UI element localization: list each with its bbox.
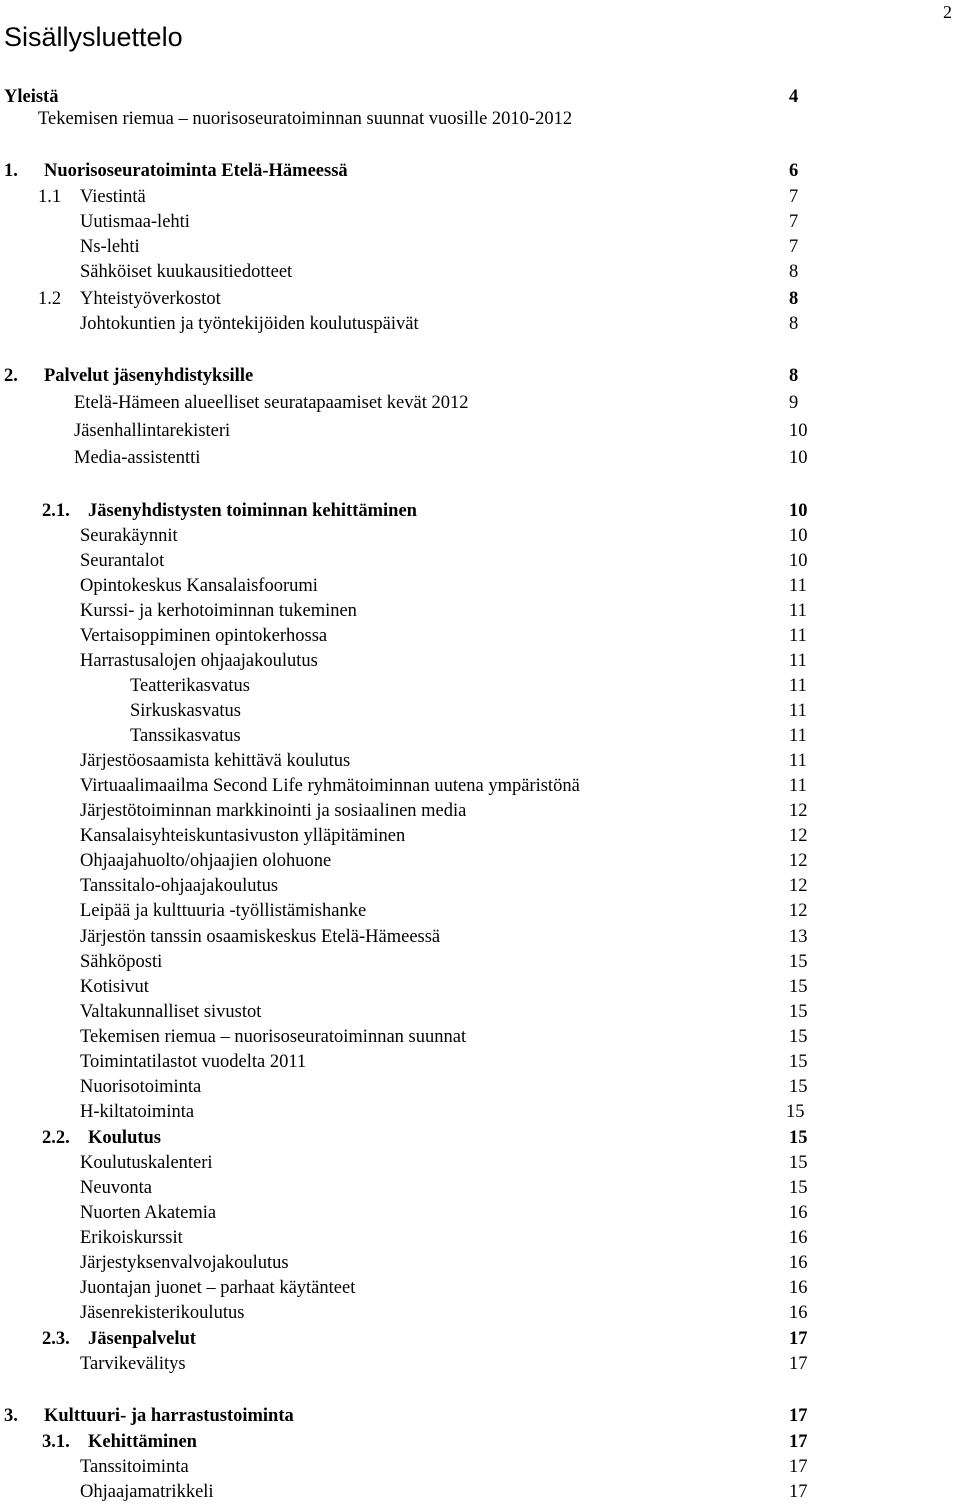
toc-number: 1.2 xyxy=(38,289,62,309)
toc-number: 2.1. xyxy=(42,501,70,521)
toc-entry[interactable]: Tanssitoiminta xyxy=(80,1457,189,1477)
toc-entry[interactable]: Harrastusalojen ohjaajakoulutus xyxy=(80,651,318,671)
toc-entry[interactable]: Järjestötoiminnan markkinointi ja sosiaalinen media xyxy=(80,801,467,821)
toc-number: 2. xyxy=(4,366,18,386)
toc-page: 15 xyxy=(789,1077,808,1097)
toc-page: 17 xyxy=(789,1432,808,1452)
toc-page: 11 xyxy=(789,576,807,596)
toc-entry[interactable]: Nuorisotoiminta xyxy=(80,1077,202,1097)
toc-page: 15 xyxy=(789,1002,808,1022)
toc-label: Tekemisen riemua – nuorisoseuratoiminnan suunnat vuosille 2010-2012 xyxy=(38,109,573,129)
toc-number: 2.2. xyxy=(42,1128,70,1148)
toc-entry[interactable]: Viestintä xyxy=(80,187,146,207)
toc-entry[interactable]: Johtokuntien ja työntekijöiden koulutuspäivät xyxy=(80,314,419,334)
toc-entry[interactable]: Jäsenrekisterikoulutus xyxy=(80,1303,245,1323)
toc-page: 16 xyxy=(789,1278,808,1298)
toc-page: 7 xyxy=(789,212,799,232)
toc-page: 17 xyxy=(789,1406,808,1426)
toc-entry[interactable]: Neuvonta xyxy=(80,1178,152,1198)
toc-number: 3.1. xyxy=(42,1432,70,1452)
toc-page: 6 xyxy=(789,161,799,181)
toc-entry[interactable]: Seurakäynnit xyxy=(80,526,178,546)
toc-entry-yleista[interactable] xyxy=(4,86,58,108)
toc-page: 17 xyxy=(789,1329,808,1349)
toc-page: 8 xyxy=(789,366,799,386)
toc-page: 12 xyxy=(789,801,808,821)
toc-entry[interactable]: Ohjaajahuolto/ohjaajien olohuone xyxy=(80,851,332,871)
toc-page: 15 xyxy=(786,1102,805,1122)
toc-entry-section-2-1[interactable]: Jäsenyhdistysten toiminnan kehittäminen xyxy=(88,501,417,521)
toc-page: 10 xyxy=(789,551,808,571)
toc-entry[interactable]: Nuorten Akatemia xyxy=(80,1203,217,1223)
toc-entry[interactable]: Vertaisoppiminen opintokerhossa xyxy=(80,626,328,646)
toc-entry[interactable]: Järjestyksenvalvojakoulutus xyxy=(80,1253,289,1273)
toc-page: 11 xyxy=(789,701,807,721)
toc-entry[interactable]: Virtuaalimaailma Second Life ryhmätoiminnan uutena ympäristönä xyxy=(80,776,580,796)
toc-entry[interactable]: Etelä-Hämeen alueelliset seuratapaamiset kevät 2012 xyxy=(74,393,469,413)
toc-entry-section-3[interactable]: Kulttuuri- ja harrastustoiminta xyxy=(44,1406,294,1426)
toc-page: 13 xyxy=(789,927,808,947)
toc-page: 7 xyxy=(789,187,799,207)
toc-entry[interactable] xyxy=(38,108,572,130)
toc-number: 1. xyxy=(4,161,18,181)
toc-entry[interactable]: Sirkuskasvatus xyxy=(130,701,241,721)
toc-entry[interactable]: Ohjaajamatrikkeli xyxy=(80,1482,214,1502)
toc-entry-section-2-2[interactable]: Koulutus xyxy=(88,1128,162,1148)
toc-entry[interactable]: H-kiltatoiminta xyxy=(80,1102,195,1122)
toc-entry[interactable]: Opintokeskus Kansalaisfoorumi xyxy=(80,576,318,596)
toc-entry[interactable]: Tekemisen riemua – nuorisoseuratoiminnan suunnat xyxy=(80,1027,467,1047)
toc-page: 7 xyxy=(789,237,799,257)
toc-page: 17 xyxy=(789,1457,808,1477)
toc-entry[interactable]: Kansalaisyhteiskuntasivuston ylläpitäminen xyxy=(80,826,406,846)
toc-entry[interactable]: Sähköiset kuukausitiedotteet xyxy=(80,262,293,282)
toc-entry[interactable]: Jäsenhallintarekisteri xyxy=(74,421,231,441)
toc-entry[interactable]: Tanssitalo-ohjaajakoulutus xyxy=(80,876,279,896)
toc-page: 16 xyxy=(789,1228,808,1248)
toc-entry[interactable]: Uutismaa-lehti xyxy=(80,212,190,232)
toc-page: 11 xyxy=(789,776,807,796)
toc-page: 4 xyxy=(789,87,799,107)
toc-label: Yleistä xyxy=(4,87,59,107)
toc-page: 15 xyxy=(789,977,808,997)
toc-entry[interactable]: Leipää ja kulttuuria -työllistämishanke xyxy=(80,901,367,921)
toc-number: 1.1 xyxy=(38,187,62,207)
toc-entry[interactable]: Järjestöosaamista kehittävä koulutus xyxy=(80,751,351,771)
toc-entry[interactable]: Sähköposti xyxy=(80,952,163,972)
toc-page: 15 xyxy=(789,1027,808,1047)
toc-entry[interactable]: Yhteistyöverkostot xyxy=(80,289,221,309)
page-title: Sisällysluettelo xyxy=(4,22,183,52)
toc-entry[interactable]: Teatterikasvatus xyxy=(130,676,250,696)
toc-page: 15 xyxy=(789,1052,808,1072)
toc-page: 15 xyxy=(789,1178,808,1198)
page-number: 2 xyxy=(943,2,952,22)
toc-page: 10 xyxy=(789,501,808,521)
toc-entry[interactable]: Toimintatilastot vuodelta 2011 xyxy=(80,1052,307,1072)
toc-page: 11 xyxy=(789,676,807,696)
toc-number: 2.3. xyxy=(42,1329,70,1349)
toc-entry[interactable]: Seurantalot xyxy=(80,551,165,571)
toc-page: 10 xyxy=(789,526,808,546)
toc-entry[interactable]: Kotisivut xyxy=(80,977,149,997)
toc-entry[interactable]: Tarvikevälitys xyxy=(80,1354,186,1374)
toc-number: 3. xyxy=(4,1406,18,1426)
toc-page: 8 xyxy=(789,314,799,334)
toc-entry-section-3-1[interactable]: Kehittäminen xyxy=(88,1432,197,1452)
toc-page: 12 xyxy=(789,851,808,871)
toc-page: 17 xyxy=(789,1482,808,1502)
toc-page: 10 xyxy=(789,421,808,441)
toc-entry[interactable]: Tanssikasvatus xyxy=(130,726,241,746)
toc-entry-section-2[interactable]: Palvelut jäsenyhdistyksille xyxy=(44,366,254,386)
toc-entry-section-2-3[interactable]: Jäsenpalvelut xyxy=(88,1329,196,1349)
toc-entry[interactable]: Media-assistentti xyxy=(74,448,201,468)
toc-page: 8 xyxy=(789,262,799,282)
toc-page: 12 xyxy=(789,876,808,896)
toc-page: 11 xyxy=(789,601,807,621)
toc-entry[interactable]: Koulutuskalenteri xyxy=(80,1153,213,1173)
toc-entry[interactable]: Kurssi- ja kerhotoiminnan tukeminen xyxy=(80,601,357,621)
toc-page: 16 xyxy=(789,1303,808,1323)
toc-page: 11 xyxy=(789,651,807,671)
toc-page: 11 xyxy=(789,726,807,746)
toc-page: 17 xyxy=(789,1354,808,1374)
toc-entry[interactable]: Erikoiskurssit xyxy=(80,1228,183,1248)
toc-page: 15 xyxy=(789,1153,808,1173)
toc-page: 16 xyxy=(789,1203,808,1223)
toc-page: 16 xyxy=(789,1253,808,1273)
toc-entry[interactable]: Juontajan juonet – parhaat käytänteet xyxy=(80,1278,356,1298)
toc-page: 11 xyxy=(789,751,807,771)
toc-entry-section-1[interactable] xyxy=(4,160,18,182)
toc-entry[interactable]: Ns-lehti xyxy=(80,237,140,257)
toc-page: 15 xyxy=(789,952,808,972)
toc-page: 9 xyxy=(789,393,799,413)
toc-page: 15 xyxy=(789,1128,808,1148)
toc-page: 12 xyxy=(789,901,808,921)
toc-page: 11 xyxy=(789,626,807,646)
toc-page: 8 xyxy=(789,289,799,309)
toc-page: 12 xyxy=(789,826,808,846)
toc-entry[interactable]: Järjestön tanssin osaamiskeskus Etelä-Hämeessä xyxy=(80,927,441,947)
toc-page: 10 xyxy=(789,448,808,468)
toc-label: Nuorisoseuratoiminta Etelä-Hämeessä xyxy=(44,161,348,181)
toc-entry[interactable]: Valtakunnalliset sivustot xyxy=(80,1002,262,1022)
